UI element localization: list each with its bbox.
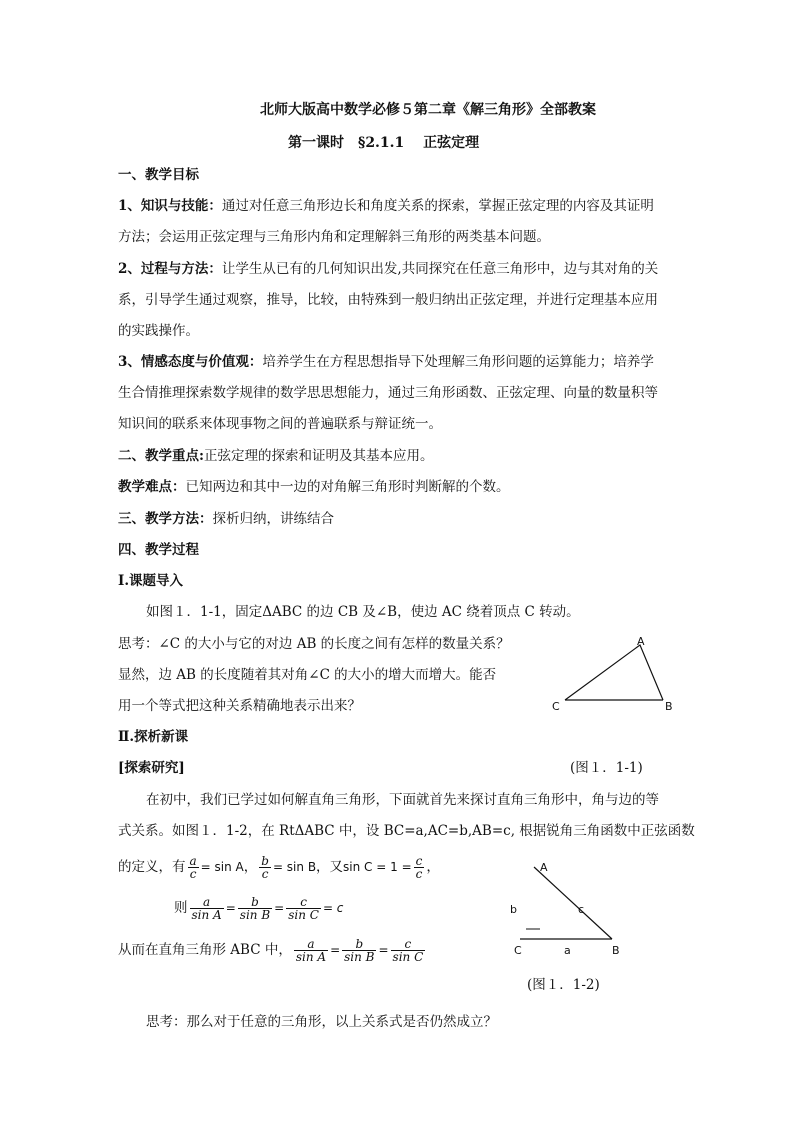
p7-text-a: 的定义，有 xyxy=(118,859,186,875)
figure-1-triangle xyxy=(545,630,685,720)
explore-label: [探索研究] xyxy=(118,760,185,776)
fig1-label-A: A xyxy=(637,635,645,648)
goal-3-label: 3、情感态度与价值观： xyxy=(118,354,263,370)
paragraph-2: 思考：∠C 的大小与它的对边 AB 的长度之间有怎样的数量关系？ xyxy=(118,636,510,652)
goal-2-line-2: 系，引导学生通过观察，推导，比较，由特殊到一般归纳出正弦定理，并进行定理基本应用 xyxy=(118,292,658,308)
eq1-frac-c: $\frac{c}{\text{sin C}}$ xyxy=(288,895,319,922)
paragraph-5: 在初中，我们已学过如何解直角三角形，下面就首先来探讨直角三角形中，角与边的等 xyxy=(146,792,659,808)
method-text: 探析归纳，讲练结合 xyxy=(212,511,334,527)
goals-heading: 一、教学目标 xyxy=(118,167,199,183)
doc-title: 北师大版高中数学必修５第二章《解三角形》全部教案 xyxy=(260,102,596,118)
key-points xyxy=(118,446,433,466)
goal-3-line-1 xyxy=(118,352,654,372)
method-label: 三、教学方法： xyxy=(118,511,213,527)
goal-2-line-3: 的实践操作。 xyxy=(118,323,199,339)
eq1-frac-a: $\frac{a}{\text{sin A}}$ xyxy=(191,895,222,922)
eq2-frac-b: $\frac{b}{\text{sin B}}$ xyxy=(344,937,375,964)
figure-2-right-triangle xyxy=(500,855,640,965)
key-label: 二、教学重点: xyxy=(118,448,204,464)
goal-1-text: 通过对任意三角形边长和角度关系的探索，掌握正弦定理的内容及其证明 xyxy=(221,198,654,214)
goal-2-line-1 xyxy=(118,259,658,279)
fraction-b-over-c: $\frac{b}{c}$ xyxy=(261,854,269,881)
fig1-triangle-edges xyxy=(565,645,663,700)
equation-line-1: 则 $\frac{a}{\text{sin A}}$ = $\frac{b}{\text{sin B}}$ = $\frac{c}{\text{sin C}}$ = c xyxy=(174,895,344,922)
fraction-c-over-c: $\frac{c}{c}$ xyxy=(415,854,423,881)
fig2-label-b: b xyxy=(510,903,517,916)
goal-3-line-3: 知识间的联系来体现事物之间的普遍联系与辩证统一。 xyxy=(118,416,442,432)
figure-2-caption: (图１．1-2) xyxy=(527,977,600,993)
eq2-frac-a: $\frac{a}{\text{sin A}}$ xyxy=(295,937,327,964)
p7-text-c: ，又 xyxy=(316,859,344,875)
fig2-label-A: A xyxy=(540,861,548,874)
goal-2-text: 让学生从已有的几何知识出发,共同探究在任意三角形中，边与其对角的关 xyxy=(221,261,659,277)
difficulty-text: 已知两边和其中一边的对角解三角形时判断解的个数。 xyxy=(185,479,510,495)
paragraph-7 xyxy=(118,852,440,882)
fraction-a-over-c: $\frac{a}{c}$ xyxy=(189,854,197,881)
paragraph-3: 显然，边 AB 的长度随着其对角∠C 的大小的增大而增大。能否 xyxy=(118,667,497,683)
method xyxy=(118,509,334,529)
part-2-heading: Ⅱ.探析新课 xyxy=(118,729,189,745)
fig2-side-c xyxy=(534,867,612,939)
eq2-frac-c: $\frac{c}{\text{sin C}}$ xyxy=(392,937,424,964)
goal-2-label: 2、过程与方法： xyxy=(118,261,222,277)
sinA-inline: = sin A xyxy=(200,860,244,874)
goal-3-text: 培养学生在方程思想指导下处理解三角形问题的运算能力；培养学 xyxy=(262,354,654,370)
key-text: 正弦定理的探索和证明及其基本应用。 xyxy=(203,448,434,464)
fig1-label-C: C xyxy=(552,700,560,713)
eq1-prefix: 则 xyxy=(174,900,188,916)
difficulty-label: 教学难点： xyxy=(118,479,186,495)
fig2-label-B: B xyxy=(612,944,620,957)
process-heading: 四、教学过程 xyxy=(118,542,199,558)
fig2-label-c: c xyxy=(578,903,585,916)
goal-1-line-1 xyxy=(118,196,654,216)
eq1-equals-c: = c xyxy=(322,901,344,915)
part-1-heading: Ⅰ.课题导入 xyxy=(118,573,184,589)
difficulty xyxy=(118,477,510,497)
fig1-label-B: B xyxy=(665,700,673,713)
paragraph-1: 如图１．1-1，固定ΔABC 的边 CB 及∠B，使边 AC 绕着顶点 C 转动。 xyxy=(146,604,580,620)
goal-1-label: 1、知识与技能： xyxy=(118,198,222,214)
paragraph-10: 思考：那么对于任意的三角形，以上关系式是否仍然成立？ xyxy=(146,1014,497,1030)
sinC-equals-one: sin C = 1 = xyxy=(343,860,412,874)
fig2-label-C: C xyxy=(514,944,522,957)
goal-1-line-2: 方法；会运用正弦定理与三角形内角和定理解斜三角形的两类基本问题。 xyxy=(118,229,550,245)
eq2-prefix: 从而在直角三角形 ABC 中， xyxy=(118,942,292,958)
p7-text-d: ， xyxy=(426,859,440,875)
doc-subtitle: 第一课时 §2.1.1 正弦定理 xyxy=(288,135,480,151)
p7-text-b: ， xyxy=(243,859,258,875)
eq1-frac-b: $\frac{b}{\text{sin B}}$ xyxy=(239,895,271,922)
sinB-inline: = sin B xyxy=(272,860,317,874)
fig2-label-a: a xyxy=(564,944,571,957)
figure-1-caption: (图１．1-1) xyxy=(570,760,643,776)
paragraph-6: 式关系。如图１．1-2，在 RtΔABC 中，设 BC=a,AC=b,AB=c, 根据锐角三角函数中正弦函数 xyxy=(118,823,695,839)
paragraph-4: 用一个等式把这种关系精确地表示出来？ xyxy=(118,698,361,714)
goal-3-line-2: 生合情推理探索数学规律的数学思思想能力，通过三角形函数、正弦定理、向量的数量积等 xyxy=(118,385,658,401)
equation-line-2: 从而在直角三角形 ABC 中， $\frac{a}{\text{sin A}}$ = $\frac{b}{\text{sin B}}$ = $\frac{c}{\text{sin C}}$ xyxy=(118,937,424,964)
